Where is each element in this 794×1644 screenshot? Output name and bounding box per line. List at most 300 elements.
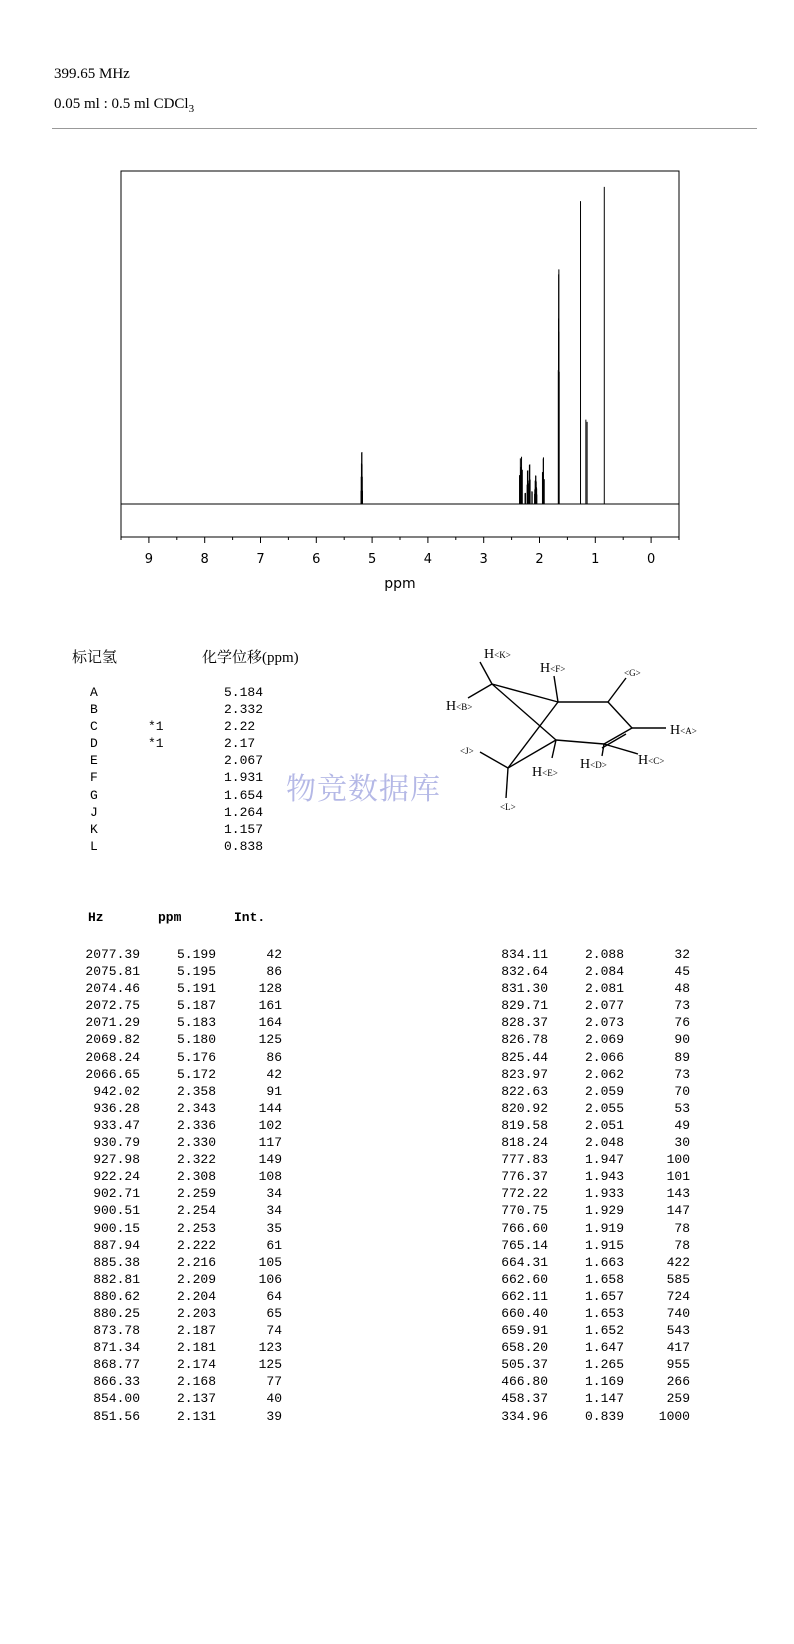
peak-ppm: 0.839 [584,1408,624,1424]
peak-ppm: 2.084 [584,964,624,980]
peak-ppm: 2.059 [584,1083,624,1099]
bond [604,728,632,744]
peak-int: 90 [674,1032,690,1048]
peak-int: 40 [266,1391,282,1407]
peak-row [72,980,282,997]
assignment-shift: 2.332 [224,702,264,718]
assignment-note [148,821,224,838]
peak-row [72,1322,282,1339]
assignment-label: K [90,821,98,837]
peak-row [72,1100,282,1117]
peak-row [72,1049,282,1066]
peak-int: 89 [674,1049,690,1065]
peak-row [72,1339,282,1356]
peak-ppm: 5.180 [176,1032,216,1048]
peak-int: 49 [674,1117,690,1133]
peak-row [480,1117,690,1134]
assignment-note: *1 [148,736,164,752]
peak-hz: 466.80 [501,1374,548,1390]
peak-ppm: 2.174 [176,1357,216,1373]
atom-H-C: H<C> [638,753,665,768]
assignment-row [90,735,284,752]
peak-ppm: 2.048 [584,1135,624,1151]
assignment-shift: 1.157 [224,821,264,837]
peak-ppm: 2.069 [584,1032,624,1048]
peak-row [72,997,282,1014]
peak-ppm: 1.663 [584,1254,624,1270]
assignment-shift: 0.838 [224,838,264,854]
peak-row [72,1168,282,1185]
peak-row [480,1390,690,1407]
label-G: <G> [624,668,641,678]
molecule-structure [440,636,730,826]
peak-row [72,1271,282,1288]
peak-int: 147 [666,1203,690,1219]
peak-hz: 458.37 [501,1391,548,1407]
peak-int: 45 [674,964,690,980]
peak-hz: 2069.82 [85,1032,140,1048]
assignment-label: L [90,838,98,854]
x-tick-label: 3 [479,552,488,567]
peak-row [72,946,282,963]
peak-hz: 868.77 [93,1357,140,1373]
peak-hz: 2075.81 [85,964,140,980]
assignment-row [90,821,284,838]
peak-ppm: 1.147 [584,1391,624,1407]
assignment-label: B [90,702,98,718]
peak-hz: 942.02 [93,1083,140,1099]
peak-hz: 900.15 [93,1220,140,1236]
peak-int: 259 [666,1391,690,1407]
peak-ppm: 2.209 [176,1271,216,1287]
assignment-header-shift: 化学位移(ppm) [202,650,299,666]
spectrometer-frequency: 399.65 MHz [54,66,130,82]
assignment-note [148,787,224,804]
peak-int: 101 [666,1169,690,1185]
x-tick-label: 6 [312,552,321,567]
peak-int: 266 [666,1374,690,1390]
atom-H-A: H<A> [670,723,697,738]
peak-hz: 834.11 [501,947,548,962]
peak-hz: 880.25 [93,1305,140,1321]
peak-ppm: 2.131 [176,1408,216,1424]
peak-ppm: 2.073 [584,1015,624,1031]
peak-row [480,963,690,980]
peak-hz: 2072.75 [85,998,140,1014]
peak-hz: 2074.46 [85,981,140,997]
peak-ppm: 1.947 [584,1152,624,1168]
assignment-label: F [90,770,98,786]
peak-ppm: 5.176 [176,1049,216,1065]
peak-int: 128 [258,981,282,997]
peak-row [480,1356,690,1373]
x-tick-label: 0 [646,552,656,567]
peak-ppm: 2.204 [176,1288,216,1304]
assignment-row [90,718,284,735]
peak-hz: 930.79 [93,1135,140,1151]
peak-row [72,1066,282,1083]
atom-H-E: H<E> [532,765,558,780]
peak-int: 32 [674,947,690,962]
bond [608,702,632,728]
peak-hz: 900.51 [93,1203,140,1219]
assignment-shift: 2.22 [224,719,256,735]
peak-ppm: 2.343 [176,1100,216,1116]
peak-int: 417 [666,1340,690,1356]
peak-int: 48 [674,981,690,997]
peak-int: 161 [258,998,282,1014]
peak-ppm: 1.919 [584,1220,624,1236]
assignment-label: D [90,736,98,752]
peak-hz: 505.37 [501,1357,548,1373]
peak-ppm: 2.259 [176,1186,216,1202]
peak-int: 70 [674,1083,690,1099]
peak-row [480,1322,690,1339]
peak-ppm: 1.652 [584,1323,624,1339]
assignment-label: A [90,685,98,700]
peak-ppm: 5.199 [176,947,216,962]
peak-ppm: 1.265 [584,1357,624,1373]
peak-hz: 2071.29 [85,1015,140,1031]
peak-ppm: 2.051 [584,1117,624,1133]
peak-ppm: 1.657 [584,1288,624,1304]
peak-row [72,1151,282,1168]
peak-ppm: 1.943 [584,1169,624,1185]
peak-int: 74 [266,1323,282,1339]
peak-row [480,1083,690,1100]
peak-hz: 825.44 [501,1049,548,1065]
peak-hz: 664.31 [501,1254,548,1270]
peak-row [72,1083,282,1100]
peak-row [72,1220,282,1237]
peak-int: 143 [666,1186,690,1202]
assignment-note [148,684,224,701]
assignment-row [90,769,284,786]
col-int: Int. [234,910,266,925]
assignment-row [90,804,284,821]
assignment-note [148,838,224,855]
header-divider [52,128,757,129]
assignment-row [90,838,284,855]
x-tick-label: 1 [591,552,600,567]
peak-row [72,1237,282,1254]
bond-K [480,662,492,684]
peak-ppm: 2.168 [176,1374,216,1390]
peak-hz: 866.33 [93,1374,140,1390]
peak-hz: 770.75 [501,1203,548,1219]
assignment-label: C [90,719,98,735]
peak-hz: 2066.65 [85,1066,140,1082]
peak-ppm: 2.330 [176,1135,216,1151]
peak-int: 73 [674,998,690,1014]
bond [508,740,556,768]
bond-L [506,768,508,798]
peak-int: 39 [266,1408,282,1424]
label-L: <L> [500,802,516,812]
peak-hz: 880.62 [93,1288,140,1304]
nmr-spectrum-chart [100,160,700,600]
assignment-shift: 2.17 [224,736,256,752]
assignment-note [148,769,224,786]
peak-hz: 334.96 [501,1408,548,1424]
peak-int: 34 [266,1186,282,1202]
x-tick-label: 8 [200,552,209,567]
x-tick-label: 5 [367,552,377,567]
solvent-subscript: 3 [188,103,195,115]
bond-B [468,684,492,698]
peak-row [480,946,690,963]
peak-int: 422 [666,1254,690,1270]
peak-ppm: 1.169 [584,1374,624,1390]
peak-int: 86 [266,964,282,980]
peak-hz: 829.71 [501,998,548,1014]
peak-int: 100 [666,1152,690,1168]
peak-int: 77 [266,1374,282,1390]
peak-hz: 933.47 [93,1117,140,1133]
peak-int: 73 [674,1066,690,1082]
peak-ppm: 2.254 [176,1203,216,1219]
assignment-note [148,701,224,718]
peak-int: 65 [266,1305,282,1321]
peak-int: 1000 [658,1408,690,1424]
peak-row [480,1049,690,1066]
peak-row [72,1305,282,1322]
peak-int: 35 [266,1220,282,1236]
peak-row [480,1271,690,1288]
peak-ppm: 2.187 [176,1323,216,1339]
peak-ppm: 2.358 [176,1083,216,1099]
peak-row [480,1066,690,1083]
peak-int: 78 [674,1220,690,1236]
peak-ppm: 1.647 [584,1340,624,1356]
peak-hz: 922.24 [93,1169,140,1185]
assignment-shift: 1.931 [224,770,264,786]
peak-row [72,1288,282,1305]
peak-ppm: 1.929 [584,1203,624,1219]
assignment-label: G [90,787,98,803]
peak-int: 125 [258,1357,282,1373]
peak-int: 149 [258,1152,282,1168]
peak-ppm: 2.081 [584,981,624,997]
atom-H-F: H<F> [540,661,566,676]
peak-ppm: 2.066 [584,1049,624,1065]
solvent-text: 0.05 ml : 0.5 ml CDCl [54,96,189,112]
peak-hz: 887.94 [93,1237,140,1253]
peak-int: 61 [266,1237,282,1253]
plot-frame [121,171,679,537]
peak-row [72,1373,282,1390]
peak-int: 30 [674,1135,690,1151]
peak-hz: 2077.39 [85,947,140,962]
peak-row [480,1185,690,1202]
spectrum-peaks [361,187,604,504]
x-axis-label: ppm [384,576,416,592]
peak-hz: 871.34 [93,1340,140,1356]
assignment-note [148,804,224,821]
assignment-row [90,752,284,769]
peak-hz: 819.58 [501,1117,548,1133]
peak-row [480,1288,690,1305]
peak-ppm: 2.216 [176,1254,216,1270]
peak-ppm: 2.336 [176,1117,216,1133]
peak-hz: 822.63 [501,1083,548,1099]
peak-row [480,1151,690,1168]
peak-row [480,1373,690,1390]
peak-hz: 772.22 [501,1186,548,1202]
peak-row [480,997,690,1014]
peak-ppm: 1.915 [584,1237,624,1253]
peak-row [480,1220,690,1237]
peak-ppm: 2.062 [584,1066,624,1082]
label-J: <J> [460,746,474,756]
bond-D [602,744,604,756]
peak-int: 543 [666,1323,690,1339]
bond-F [554,676,558,702]
peak-row [480,1031,690,1048]
atom-H-K: H<K> [484,647,511,662]
peak-ppm: 5.172 [176,1066,216,1082]
peak-row [480,1134,690,1151]
peak-row [480,1014,690,1031]
peak-int: 144 [258,1100,282,1116]
bond [556,740,604,744]
peak-row [72,1390,282,1407]
peak-int: 123 [258,1340,282,1356]
peak-int: 106 [258,1271,282,1287]
peak-hz: 662.11 [501,1288,548,1304]
peak-hz: 658.20 [501,1340,548,1356]
x-tick-label: 2 [535,552,544,567]
peak-row [72,1202,282,1219]
x-axis-ticks [121,537,679,567]
x-tick-label: 7 [256,552,265,567]
peak-row [72,963,282,980]
x-tick-label: 9 [144,552,154,567]
peak-row [480,1202,690,1219]
peak-hz: 659.91 [501,1323,548,1339]
peak-hz: 831.30 [501,981,548,997]
assignment-note: *1 [148,719,164,735]
peak-hz: 873.78 [93,1323,140,1339]
bond-J [480,752,508,768]
peak-hz: 662.60 [501,1271,548,1287]
peak-int: 34 [266,1203,282,1219]
peak-int: 125 [258,1032,282,1048]
peak-hz: 2068.24 [85,1049,140,1065]
peak-hz: 936.28 [93,1100,140,1116]
peak-ppm: 2.181 [176,1340,216,1356]
peak-table-right [480,946,690,1425]
x-tick-label: 4 [423,552,433,567]
peak-hz: 826.78 [501,1032,548,1048]
assignment-table [90,684,284,855]
peak-ppm: 2.322 [176,1152,216,1168]
peak-ppm: 2.088 [584,947,624,962]
peak-row [72,1117,282,1134]
peak-row [480,1254,690,1271]
peak-hz: 832.64 [501,964,548,980]
peak-int: 740 [666,1305,690,1321]
peak-row [72,1134,282,1151]
peak-ppm: 1.933 [584,1186,624,1202]
peak-ppm: 2.203 [176,1305,216,1321]
peak-ppm: 5.191 [176,981,216,997]
peak-ppm: 2.077 [584,998,624,1014]
assignment-row [90,787,284,804]
peak-hz: 885.38 [93,1254,140,1270]
peak-int: 42 [266,1066,282,1082]
assignment-shift: 1.654 [224,787,264,803]
peak-int: 64 [266,1288,282,1304]
assignment-note [148,752,224,769]
peak-ppm: 2.137 [176,1391,216,1407]
peak-int: 91 [266,1083,282,1099]
peak-hz: 766.60 [501,1220,548,1236]
peak-hz: 660.40 [501,1305,548,1321]
peak-hz: 927.98 [93,1152,140,1168]
peak-row [72,1254,282,1271]
peak-int: 724 [666,1288,690,1304]
assignment-label: E [90,753,98,769]
col-ppm: ppm [158,910,182,925]
assignment-row [90,701,284,718]
peak-ppm: 2.222 [176,1237,216,1253]
peak-ppm: 5.187 [176,998,216,1014]
peak-int: 42 [266,947,282,962]
peak-row [480,1100,690,1117]
peak-row [480,1168,690,1185]
peak-row [480,1305,690,1322]
peak-hz: 776.37 [501,1169,548,1185]
peak-hz: 851.56 [93,1408,140,1424]
peak-ppm: 1.658 [584,1271,624,1287]
peak-hz: 854.00 [93,1391,140,1407]
peak-int: 76 [674,1015,690,1031]
col-hz: Hz [88,910,104,925]
peak-int: 78 [674,1237,690,1253]
peak-ppm: 1.653 [584,1305,624,1321]
sample-solvent [54,96,194,115]
peak-int: 53 [674,1100,690,1116]
peak-table-left [72,946,282,1425]
peak-row [72,1408,282,1425]
peak-int: 117 [258,1135,282,1151]
assignment-shift: 2.067 [224,753,264,769]
peak-row [72,1014,282,1031]
peak-ppm: 5.183 [176,1015,216,1031]
peak-int: 102 [258,1117,282,1133]
peak-hz: 820.92 [501,1100,548,1116]
peak-row [480,1408,690,1425]
peak-row [480,1339,690,1356]
peak-ppm: 2.253 [176,1220,216,1236]
assignment-row [90,684,284,701]
watermark: 物竞数据库 [286,772,441,807]
assignment-label: J [90,804,98,820]
peak-int: 86 [266,1049,282,1065]
double-bond-inner [602,734,626,748]
peak-int: 105 [258,1254,282,1270]
peak-hz: 828.37 [501,1015,548,1031]
assignment-shift: 1.264 [224,804,264,820]
peak-ppm: 2.308 [176,1169,216,1185]
peak-row [72,1185,282,1202]
peak-hz: 765.14 [501,1237,548,1253]
peak-hz: 818.24 [501,1135,548,1151]
peak-int: 585 [666,1271,690,1287]
peak-row [72,1031,282,1048]
atom-H-D: H<D> [580,757,607,772]
